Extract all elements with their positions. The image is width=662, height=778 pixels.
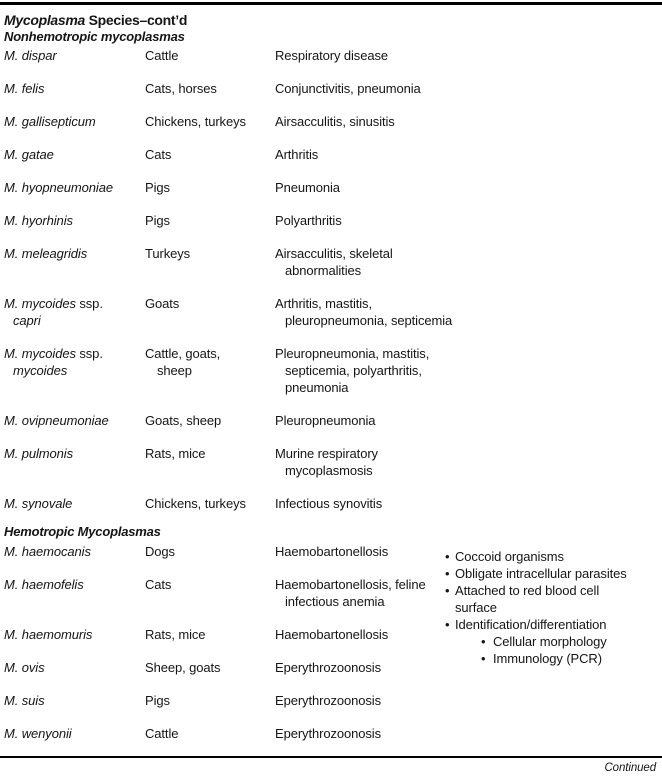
table-title-rest: Species–cont’d — [85, 12, 188, 28]
note-text: Obligate intracellular parasites — [455, 566, 627, 581]
disease-cell — [275, 692, 455, 709]
disease-cell — [275, 659, 455, 676]
hosts-line: Cats, horses — [145, 81, 217, 96]
note-text: Immunology (PCR) — [493, 651, 602, 666]
species-line2: mycoides — [13, 363, 68, 378]
species-name-line — [4, 576, 145, 593]
species-name-line — [4, 146, 145, 163]
species-row — [0, 495, 662, 512]
species-name: M. pulmonis — [4, 446, 73, 461]
hosts-cell — [145, 245, 275, 279]
hosts-line: Rats, mice — [145, 446, 206, 461]
species-name-line — [4, 212, 145, 229]
species-name-line — [4, 412, 145, 429]
species-cell — [0, 445, 145, 479]
species-cell — [0, 495, 145, 512]
species-name-line — [4, 47, 145, 64]
species-name-line — [4, 345, 145, 362]
bullet-icon: • — [481, 651, 486, 666]
species-name: M. felis — [4, 81, 45, 96]
disease-cell — [275, 47, 455, 64]
disease-cell — [275, 212, 455, 229]
species-cell — [0, 692, 145, 709]
note-item — [445, 565, 657, 582]
hosts-line: Rats, mice — [145, 627, 206, 642]
note-text-continuation: surface — [455, 600, 497, 615]
species-name: M. haemomuris — [4, 627, 93, 642]
species-cell — [0, 80, 145, 97]
species-row — [0, 113, 662, 130]
species-name: M. mycoides — [4, 346, 76, 361]
disease-cell — [275, 80, 455, 97]
species-name: M. ovis — [4, 660, 45, 675]
species-cell — [0, 113, 145, 130]
hosts-line: Chickens, turkeys — [145, 496, 246, 511]
species-name: M. meleagridis — [4, 246, 88, 261]
species-row — [0, 412, 662, 429]
disease-line: Haemobartonellosis — [275, 627, 389, 642]
species-name: M. synovale — [4, 496, 73, 511]
bullet-icon: • — [445, 617, 450, 632]
table-body — [0, 29, 662, 742]
hosts-cell — [145, 412, 275, 429]
disease-line: septicemia, polyarthritis, — [285, 363, 422, 378]
species-cell — [0, 47, 145, 64]
species-cell — [0, 245, 145, 279]
species-name-line — [4, 692, 145, 709]
species-cell — [0, 576, 145, 610]
note-text: Identification/differentiation — [455, 617, 607, 632]
species-line2: capri — [13, 313, 41, 328]
disease-line: mycoplasmosis — [285, 463, 373, 478]
disease-cell — [275, 295, 455, 329]
species-cell — [0, 659, 145, 676]
species-name: M. wenyonii — [4, 726, 72, 741]
species-cell — [0, 626, 145, 643]
species-name: M. hyorhinis — [4, 213, 73, 228]
hosts-cell — [145, 113, 275, 130]
species-name-line — [4, 179, 145, 196]
disease-line: Arthritis — [275, 147, 319, 162]
note-item — [481, 650, 657, 667]
hosts-line: sheep — [157, 363, 192, 378]
bullet-icon: • — [481, 634, 486, 649]
table-title-genus: Mycoplasma — [4, 12, 86, 28]
table-section — [0, 524, 662, 742]
disease-cell — [275, 345, 455, 396]
disease-cell — [275, 245, 455, 279]
disease-line: Eperythrozoonosis — [275, 660, 381, 675]
bottom-rule — [0, 756, 662, 758]
hosts-cell — [145, 80, 275, 97]
hosts-cell — [145, 659, 275, 676]
species-name-line — [4, 295, 145, 312]
species-name-line — [4, 245, 145, 262]
hosts-line: Cattle — [145, 48, 179, 63]
species-row — [0, 295, 662, 329]
disease-line: Airsacculitis, skeletal — [275, 246, 393, 261]
section-heading: Nonhemotropic mycoplasmas — [4, 29, 185, 44]
species-row — [0, 345, 662, 396]
species-row — [0, 212, 662, 229]
species-suffix: ssp. — [75, 346, 103, 361]
disease-line: Pleuropneumonia — [275, 413, 376, 428]
disease-line: Airsacculitis, sinusitis — [275, 114, 395, 129]
species-cell — [0, 725, 145, 742]
hosts-line: Turkeys — [145, 246, 191, 261]
hosts-cell — [145, 345, 275, 396]
hosts-cell — [145, 212, 275, 229]
hosts-cell — [145, 295, 275, 329]
disease-cell — [275, 146, 455, 163]
species-name-line — [4, 626, 145, 643]
species-name-line — [4, 113, 145, 130]
species-name-line — [4, 80, 145, 97]
species-row — [0, 80, 662, 97]
species-row — [0, 725, 662, 742]
species-cell — [0, 543, 145, 560]
disease-cell — [275, 576, 455, 610]
hosts-cell — [145, 725, 275, 742]
species-cell — [0, 295, 145, 329]
hosts-line: Pigs — [145, 693, 170, 708]
disease-cell — [275, 445, 455, 479]
disease-line: Polyarthritis — [275, 213, 342, 228]
hosts-line: Dogs — [145, 544, 175, 559]
species-cell — [0, 179, 145, 196]
species-row — [0, 245, 662, 279]
note-item — [445, 582, 657, 599]
note-item — [445, 548, 657, 565]
hosts-cell — [145, 576, 275, 610]
hosts-line: Cats — [145, 147, 172, 162]
disease-cell — [275, 113, 455, 130]
disease-line: pleuropneumonia, septicemia — [285, 313, 453, 328]
hosts-cell — [145, 692, 275, 709]
disease-cell — [275, 725, 455, 742]
species-suffix: ssp. — [75, 296, 103, 311]
species-name-line — [4, 659, 145, 676]
species-name: M. ovipneumoniae — [4, 413, 109, 428]
table-footer — [0, 756, 662, 776]
hosts-cell — [145, 146, 275, 163]
hosts-line: Pigs — [145, 180, 170, 195]
table-section — [0, 29, 662, 512]
disease-line: Arthritis, mastitis, — [275, 296, 372, 311]
species-name-line — [4, 445, 145, 462]
hosts-line: Pigs — [145, 213, 170, 228]
disease-line: abnormalities — [285, 263, 362, 278]
species-row — [0, 47, 662, 64]
note-text: Coccoid organisms — [455, 549, 564, 564]
note-text: Attached to red blood cell — [455, 583, 600, 598]
hosts-line: Cattle — [145, 726, 179, 741]
species-name: M. gatae — [4, 147, 54, 162]
disease-cell — [275, 495, 455, 512]
species-cell — [0, 146, 145, 163]
species-row — [0, 146, 662, 163]
disease-cell — [275, 179, 455, 196]
disease-line: Pneumonia — [275, 180, 340, 195]
hosts-line: Cattle, goats, — [145, 346, 221, 361]
disease-line: pneumonia — [285, 380, 349, 395]
species-name-line — [4, 543, 145, 560]
species-name: M. hyopneumoniae — [4, 180, 113, 195]
hosts-line: Chickens, turkeys — [145, 114, 246, 129]
notes-list — [445, 548, 657, 667]
species-name: M. haemofelis — [4, 577, 84, 592]
bullet-icon: • — [445, 549, 450, 564]
species-row — [0, 692, 662, 709]
hosts-cell — [145, 626, 275, 643]
species-name: M. haemocanis — [4, 544, 91, 559]
section-heading: Hemotropic Mycoplasmas — [4, 524, 161, 539]
species-name: M. dispar — [4, 48, 57, 63]
species-row — [0, 445, 662, 479]
disease-line: Haemobartonellosis — [275, 544, 389, 559]
section-rows — [0, 47, 662, 512]
species-name: M. gallisepticum — [4, 114, 96, 129]
note-item — [481, 633, 657, 650]
hosts-line: Cats — [145, 577, 172, 592]
disease-cell — [275, 412, 455, 429]
disease-line: Respiratory disease — [275, 48, 388, 63]
disease-line: Conjunctivitis, pneumonia — [275, 81, 421, 96]
hosts-cell — [145, 47, 275, 64]
disease-line: infectious anemia — [285, 594, 385, 609]
disease-cell — [275, 543, 455, 560]
disease-line: Eperythrozoonosis — [275, 693, 381, 708]
bullet-icon: • — [445, 583, 450, 598]
species-name: M. suis — [4, 693, 45, 708]
hosts-line: Goats, sheep — [145, 413, 222, 428]
hosts-cell — [145, 495, 275, 512]
species-cell — [0, 412, 145, 429]
top-rule — [0, 2, 662, 5]
note-text: Cellular morphology — [493, 634, 607, 649]
species-name-line — [4, 725, 145, 742]
disease-line: Pleuropneumonia, mastitis, — [275, 346, 430, 361]
table-title — [4, 12, 662, 29]
disease-cell — [275, 626, 455, 643]
species-name: M. mycoides — [4, 296, 76, 311]
species-row — [0, 179, 662, 196]
continued-label: Continued — [604, 762, 656, 774]
disease-line: Haemobartonellosis, feline — [275, 577, 426, 592]
hosts-cell — [145, 179, 275, 196]
disease-line: Infectious synovitis — [275, 496, 383, 511]
hosts-line: Sheep, goats — [145, 660, 221, 675]
hosts-line: Goats — [145, 296, 180, 311]
species-name-line — [4, 495, 145, 512]
disease-line: Murine respiratory — [275, 446, 378, 461]
note-item — [445, 616, 657, 633]
species-cell — [0, 345, 145, 396]
hosts-cell — [145, 543, 275, 560]
disease-line: Eperythrozoonosis — [275, 726, 381, 741]
hosts-cell — [145, 445, 275, 479]
species-cell — [0, 212, 145, 229]
bullet-icon: • — [445, 566, 450, 581]
